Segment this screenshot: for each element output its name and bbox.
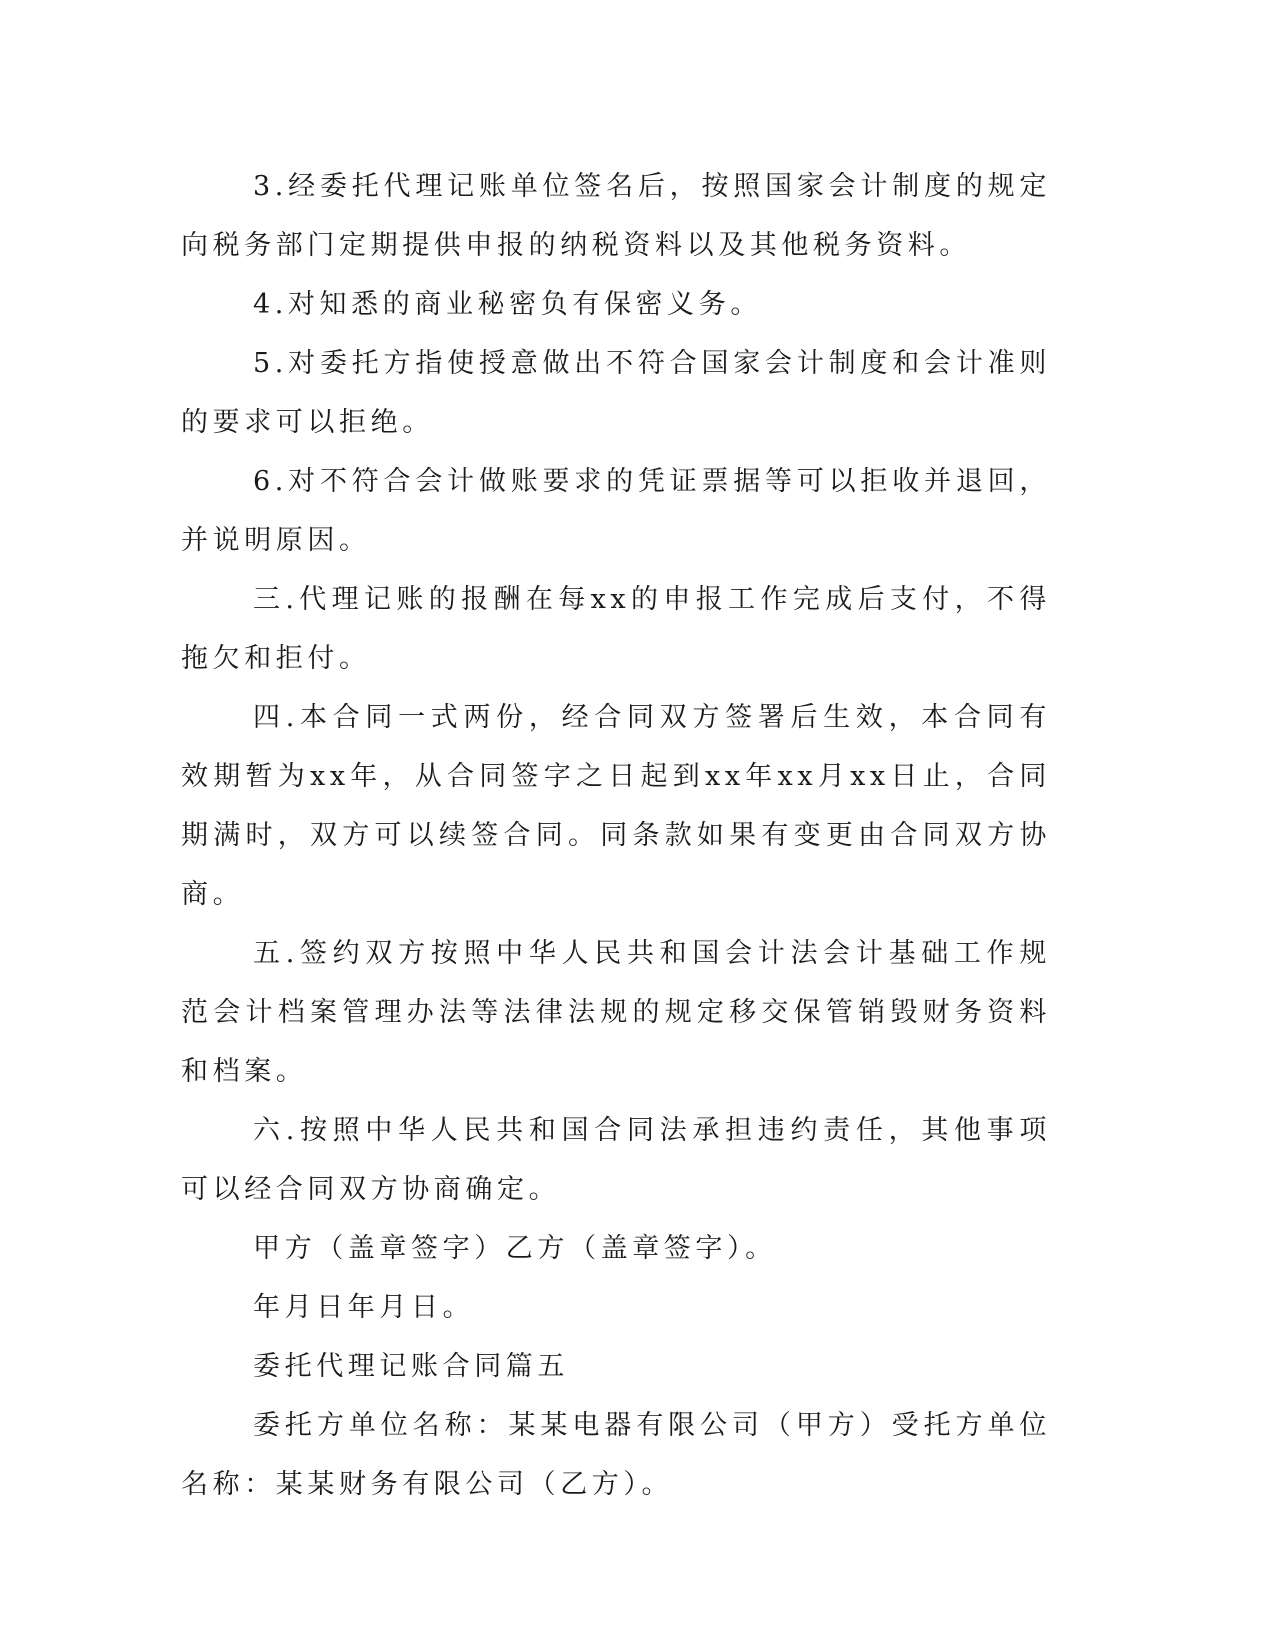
signature-line: 甲方（盖章签字）乙方（盖章签字）。 <box>253 1233 777 1264</box>
document-body <box>181 157 1051 1514</box>
section-heading: 委托代理记账合同篇五 <box>253 1351 569 1382</box>
paragraph-clause-3: 3.经委托代理记账单位签名后，按照国家会计制度的规定向税务部门定期提供申报的纳税资料以及其他税务资料。 <box>181 171 1051 261</box>
parties-paragraph: 委托方单位名称：某某电器有限公司（甲方）受托方单位名称：某某财务有限公司（乙方）。 <box>181 1410 1051 1500</box>
paragraph-clause-6: 6.对不符合会计做账要求的凭证票据等可以拒收并退回，并说明原因。 <box>181 466 1051 556</box>
paragraph-section-5-archives: 五.签约双方按照中华人民共和国会计法会计基础工作规范会计档案管理办法等法律法规的规定移交保管销毁财务资料和档案。 <box>181 938 1051 1087</box>
paragraph-section-6-liability: 六.按照中华人民共和国合同法承担违约责任，其他事项可以经合同双方协商确定。 <box>181 1115 1051 1205</box>
date-line: 年月日年月日。 <box>253 1292 475 1323</box>
paragraph-section-4-term: 四.本合同一式两份，经合同双方签署后生效，本合同有效期暂为xx年，从合同签字之日起到xx年xx月xx日止，合同期满时，双方可以续签合同。同条款如果有变更由合同双方协商。 <box>181 702 1051 910</box>
paragraph-clause-5: 5.对委托方指使授意做出不符合国家会计制度和会计准则的要求可以拒绝。 <box>181 348 1051 438</box>
paragraph-section-3-payment: 三.代理记账的报酬在每xx的申报工作完成后支付，不得拖欠和拒付。 <box>181 584 1051 674</box>
paragraph-clause-4: 4.对知悉的商业秘密负有保密义务。 <box>253 289 762 320</box>
